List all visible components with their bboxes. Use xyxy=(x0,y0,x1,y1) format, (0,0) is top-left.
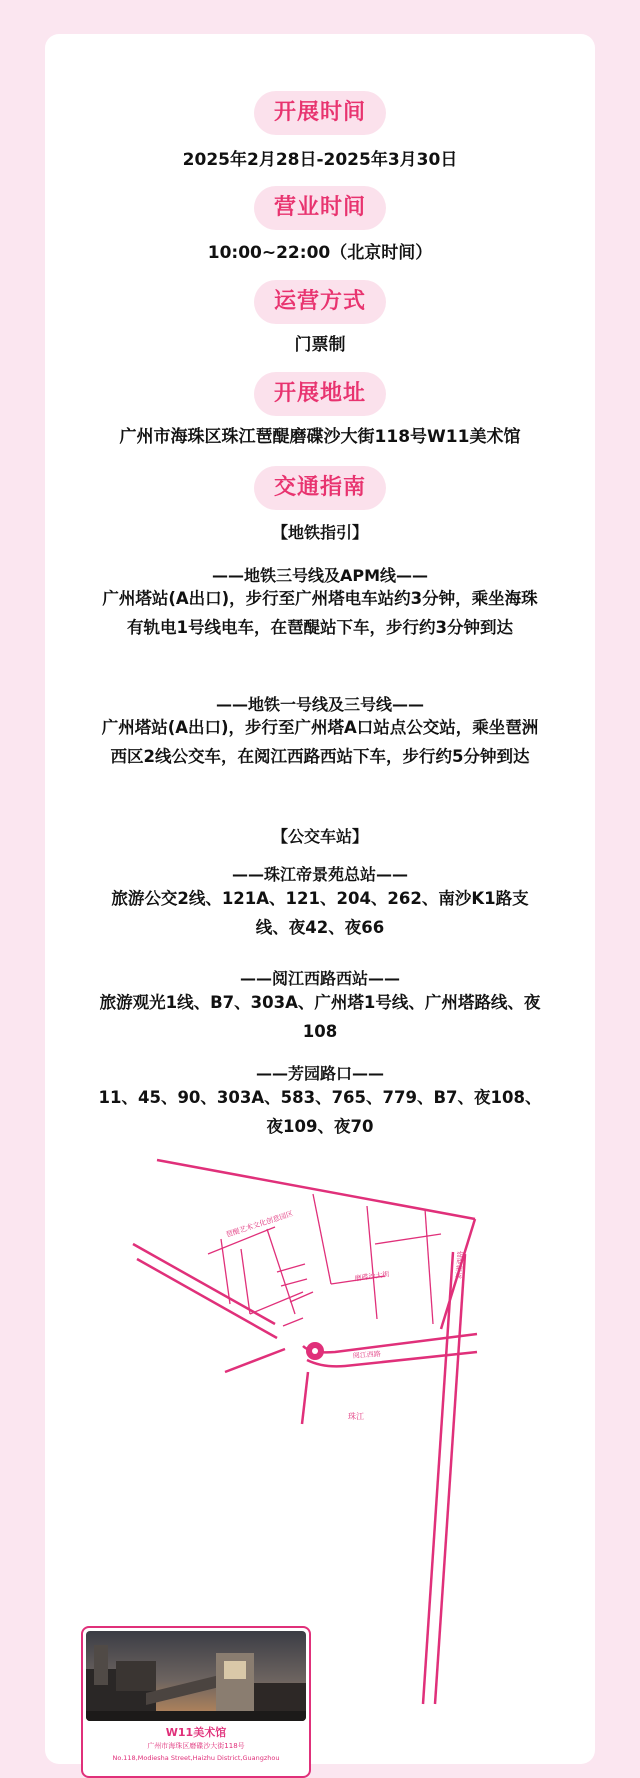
bus-stop-lines: 11、45、90、303A、583、765、779、B7、夜108、夜109、夜70 xyxy=(98,1088,542,1136)
venue-photo-card xyxy=(81,1626,311,1778)
metro-route-name: ——地铁一号线及三号线—— xyxy=(215,695,424,714)
address-value: 广州市海珠区珠江琶醍磨碟沙大街118号W11美术馆 xyxy=(119,427,521,447)
info-card xyxy=(45,34,595,1764)
bus-title: 【公交车站】 xyxy=(271,827,368,846)
venue-name: W11美术馆 xyxy=(165,1726,227,1739)
mode-heading: 运营方式 xyxy=(254,280,386,324)
bus-stop-lines: 旅游观光1线、B7、303A、广州塔1号线、广州塔路线、夜108 xyxy=(99,993,541,1041)
venue-address-en: No.118,Modiesha Street,Haizhu District,Guangzhou xyxy=(112,1754,280,1762)
metro-route-text: 广州塔站(A出口)，步行至广州塔A口站点公交站，乘坐琶洲西区2线公交车，在阅江西路西站下车，步行约5分钟到达 xyxy=(101,718,539,766)
bus-stop-name: ——芳园路口—— xyxy=(255,1064,384,1083)
street-label: 阅江西路 xyxy=(352,1350,382,1360)
venue-map-label: 琶醍艺术文化创意园区 xyxy=(225,1209,295,1239)
bus-stop-name: ——阅江西路西站—— xyxy=(239,969,400,988)
metro-route-name: ——地铁三号线及APM线—— xyxy=(211,566,429,585)
dates-value: 2025年2月28日-2025年3月30日 xyxy=(182,150,458,170)
bus-stop-name: ——珠江帝景苑总站—— xyxy=(231,865,408,884)
venue-address-cn: 广州市海珠区磨碟沙大街118号 xyxy=(147,1742,245,1750)
street-label: 新港西路 xyxy=(455,1250,465,1280)
river-label: 珠江 xyxy=(348,1412,364,1421)
address-heading: 开展地址 xyxy=(254,372,386,416)
hours-value: 10:00~22:00（北京时间） xyxy=(207,243,433,263)
metro-route-text: 广州塔站(A出口)，步行至广州塔电车站约3分钟，乘坐海珠有轨电1号线电车，在琶醍站下车，步行约3分钟到达 xyxy=(102,589,538,637)
metro-title: 【地铁指引】 xyxy=(271,523,368,542)
mode-value: 门票制 xyxy=(294,335,346,355)
street-label: 磨碟沙大街 xyxy=(354,1270,390,1283)
location-pin-icon xyxy=(306,1342,324,1360)
transport-heading: 交通指南 xyxy=(254,466,386,510)
hours-heading: 营业时间 xyxy=(254,186,386,230)
bus-stop-lines: 旅游公交2线、121A、121、204、262、南沙K1路支线、夜42、夜66 xyxy=(111,889,529,937)
venue-photo xyxy=(86,1631,306,1721)
dates-heading: 开展时间 xyxy=(254,91,386,135)
